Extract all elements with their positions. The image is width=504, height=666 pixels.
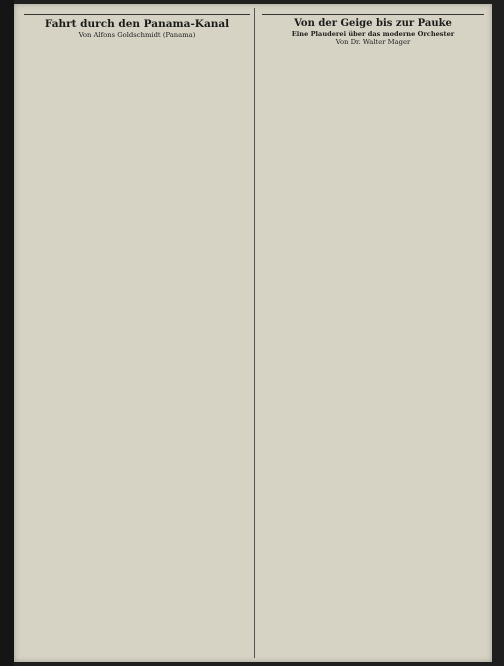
newspaper-page	[14, 4, 492, 662]
right-column	[262, 10, 484, 656]
article-subtitle: Eine Plauderei über das moderne Orchester	[291, 30, 455, 38]
article-byline: Von Dr. Walter Mager	[335, 38, 411, 46]
binding-edge	[0, 0, 14, 666]
article-title: Von der Geige bis zur Pauke	[262, 14, 484, 30]
left-column	[24, 10, 250, 656]
article-byline: Von Alfons Goldschmidt (Panama)	[78, 31, 196, 39]
column-divider	[254, 8, 255, 658]
article-title: Fahrt durch den Panama-Kanal	[24, 14, 250, 30]
